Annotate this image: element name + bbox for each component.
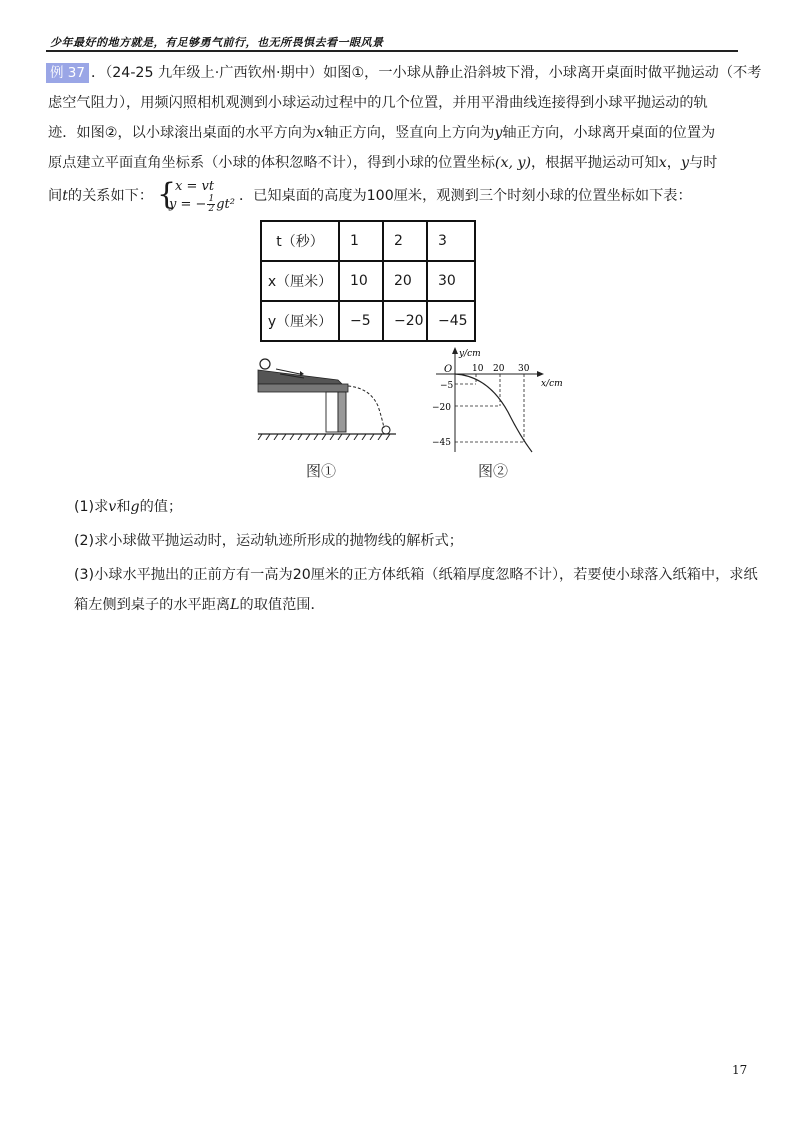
var-x-2: x [658,155,667,171]
table-cell: 10 [339,261,383,301]
page-number: 17 [732,1063,748,1077]
equation-2 [169,195,235,214]
question-3-text-a: 箱左侧到桌子的水平距离 [74,597,231,613]
brace-icon: { [157,176,177,212]
question-1-text-b: 的值； [139,499,183,515]
problem-text-3b: 轴正方向，竖直向上方向为 [324,125,495,141]
coord-xy: (x, y) [494,155,532,171]
problem-text-4c: 与时 [688,155,718,171]
table-cell: 1 [339,221,383,261]
table-leg-right [338,392,346,432]
question-2: (2)求小球做平抛运动时，运动轨迹所形成的抛物线的解析式； [74,533,463,549]
var-t: t [62,188,68,204]
questions-section [74,492,758,620]
y-tick-neg5: −5 [440,381,454,391]
ball-end-icon [382,426,390,434]
var-g: g [130,499,140,515]
table-cell: 3 [427,221,475,261]
equation-1: x = vt [175,178,215,194]
ground-hatch [258,434,390,440]
fraction-denominator: 2 [208,203,215,214]
figure-2-coordinate-graph [428,346,568,456]
problem-text-5c: ．已知桌面的高度为100厘米，观测到三个时刻小球的位置坐标如下表： [238,188,692,204]
problem-text-3c: 轴正方向，小球离开桌面的位置为 [502,125,716,141]
guide-lines [455,374,524,442]
table-cell: −45 [427,301,475,341]
origin-label: O [444,364,453,375]
table-cell: 2 [383,221,427,261]
parabola-curve [455,374,532,452]
equation-2-left: y = − [169,196,207,212]
trajectory-dashed [348,386,384,428]
problem-text-2: 虑空气阻力），用频闪照相机观测到小球运动过程中的几个位置，并用平滑曲线连接得到小球平抛运动的轨 [48,95,708,111]
problem-line-4: 原点建立平面直角坐标系（小球的体积忽略不计），得到小球的位置坐标(x, y)，根据平抛运动可知x，y与时 [48,155,718,171]
problem-line-2 [46,88,740,118]
var-v: v [108,499,117,515]
table-row [261,221,475,261]
fraction-numerator: 1 [208,193,215,204]
header-divider [46,50,738,52]
x-tick-20: 20 [493,364,505,374]
equation-2-right: gt² [216,196,235,212]
example-tag: 例 37 [46,63,89,83]
table-cell: y（厘米） [261,301,339,341]
fraction-half [207,195,215,214]
table-cell: −5 [339,301,383,341]
table-cell: 20 [383,261,427,301]
ball-start-icon [260,359,270,369]
problem-text-4a: 原点建立平面直角坐标系（小球的体积忽略不计），得到小球的位置坐标 [48,155,495,171]
problem-text-5a: 间 [48,188,63,204]
table-cell: t（秒） [261,221,339,261]
var-y-2: y [680,155,689,171]
problem-line-1 [46,58,762,88]
problem-line-5 [46,178,740,214]
y-axis-arrow-icon [452,347,458,354]
var-L: L [230,597,240,613]
question-1 [74,492,746,522]
table-row [261,261,475,301]
y-tick-neg45: −45 [432,438,451,448]
figure-1-table-slope [254,354,400,440]
question-3-text-b: 的取值范围． [239,597,325,613]
y-axis-label: y/cm [459,349,481,359]
question-1-text-a: (1)求 [74,499,109,515]
data-table [260,220,476,342]
figure-2-caption: 图② [478,462,509,480]
table-cell: 30 [427,261,475,301]
y-tick-neg20: −20 [432,403,451,413]
problem-text-4b: ，根据平抛运动可知 [531,155,659,171]
x-axis-label: x/cm [541,379,563,389]
var-y: y [494,125,503,141]
question-1-and: 和 [116,499,131,515]
question-3-line-1: (3)小球水平抛出的正前方有一高为20厘米的正方体纸箱（纸箱厚度忽略不计），若要使小球落入纸箱中，求纸 [74,567,758,583]
equation-system [157,176,235,214]
problem-statement [46,58,762,214]
table-top [258,384,348,392]
x-tick-10: 10 [472,364,484,374]
table-row [261,301,475,341]
x-tick-30: 30 [518,364,530,374]
table-leg-left [326,392,338,432]
table-cell: −20 [383,301,427,341]
problem-text-1: ．（24-25 九年级上·广西钦州·期中）如图①，一小球从静止沿斜坡下滑，小球离开桌面时做平抛运动（不考 [90,65,762,81]
header-motto: 少年最好的地方就是，有足够勇气前行，也无所畏惧去看一眼风景 [50,36,384,49]
question-3-line-2 [74,590,746,620]
table-cell: x（厘米） [261,261,339,301]
problem-text-3a: 迹．如图②，以小球滚出桌面的水平方向为 [48,125,317,141]
problem-text-5b: 的关系如下： [67,188,154,204]
var-x: x [316,125,325,141]
x-axis-arrow-icon [537,371,544,377]
problem-line-3 [46,118,740,148]
figure-1-caption: 图① [306,462,337,480]
